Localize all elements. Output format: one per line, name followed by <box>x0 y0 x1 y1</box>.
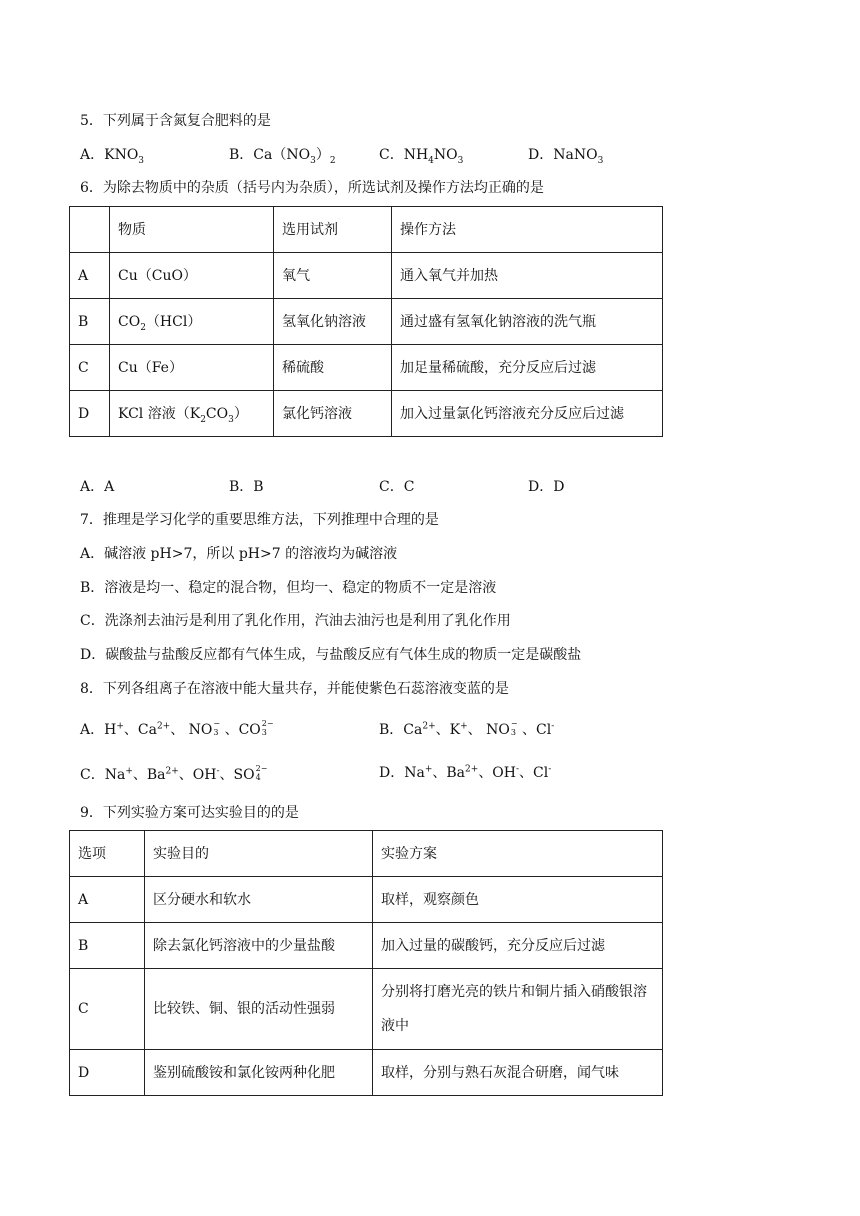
table-cell: KCl 溶液$(K_2CO_3)$ <box>110 391 274 437</box>
q5-option-c: C．$NH_4NO_3$ <box>379 147 464 166</box>
table-cell: 氯化钙溶液 <box>274 391 392 437</box>
table-cell: 物质 <box>110 207 274 253</box>
table-cell: 除去氯化钙溶液中的少量盐酸 <box>145 923 373 969</box>
q7-option-d: D．碳酸盐与盐酸反应都有气体生成，与盐酸反应有气体生成的物质一定是碳酸盐 <box>80 647 582 663</box>
table-row <box>70 877 663 923</box>
q8-option-b: B．$Ca^{2+}$、K+、 NO − 3 、Cl- <box>379 719 555 738</box>
table-cell: 加入过量的碳酸钙，充分反应后过滤 <box>373 923 663 969</box>
table-row <box>70 253 663 299</box>
table-cell: 氧气 <box>274 253 392 299</box>
table-row <box>70 299 663 345</box>
q7-option-a: A．碱溶液 pH>7，所以 pH>7 的溶液均为碱溶液 <box>80 546 398 562</box>
table-cell: D <box>70 391 110 437</box>
table-cell: C <box>70 969 145 1050</box>
table-cell: 通入氧气并加热 <box>392 253 663 299</box>
table-cell: 分别将打磨光亮的铁片和铜片插入硝酸银溶液中 <box>373 969 663 1050</box>
q7-stem: 7．推理是学习化学的重要思维方法，下列推理中合理的是 <box>80 512 439 528</box>
q7-option-c: C．洗涤剂去油污是利用了乳化作用，汽油去油污也是利用了乳化作用 <box>80 613 511 629</box>
table-cell: Cu（CuO） <box>110 253 274 299</box>
q5-option-b: B．$Ca(NO_3)_2$ <box>229 147 336 166</box>
table-cell: A <box>70 877 145 923</box>
table-cell: 实验方案 <box>373 831 663 877</box>
table-cell: C <box>70 345 110 391</box>
table-cell: 实验目的 <box>145 831 373 877</box>
q8-option-d: D．Na+、$Ba^{2+}$、OH-、Cl- <box>379 764 552 781</box>
table-cell: 加足量稀硫酸，充分反应后过滤 <box>392 345 663 391</box>
q9-stem: 9．下列实验方案可达实验目的的是 <box>80 805 299 821</box>
q5-option-a: A．$KNO_3$ <box>80 147 145 166</box>
table-row <box>70 345 663 391</box>
table-header-row <box>70 831 663 877</box>
table-cell: 操作方法 <box>392 207 663 253</box>
table-header-row <box>70 207 663 253</box>
q6-option-d: D．D <box>528 479 565 495</box>
table-cell <box>70 207 110 253</box>
table-cell: 氢氧化钠溶液 <box>274 299 392 345</box>
q6-table <box>69 206 663 437</box>
table-cell: 加入过量氯化钙溶液充分反应后过滤 <box>392 391 663 437</box>
table-cell: Cu（Fe） <box>110 345 274 391</box>
table-row <box>70 1050 663 1096</box>
q6-option-c: C．C <box>379 479 415 495</box>
table-cell: 选用试剂 <box>274 207 392 253</box>
q5-option-d: D．NaNO$_3$ <box>528 147 604 166</box>
q6-option-b: B．B <box>229 479 264 495</box>
q5-stem: 5．下列属于含氮复合肥料的是 <box>80 113 271 129</box>
q9-table <box>69 830 663 1096</box>
q8-stem: 8．下列各组离子在溶液中能大量共存，并能使紫色石蕊溶液变蓝的是 <box>80 681 509 697</box>
table-row <box>70 969 663 1050</box>
table-cell: D <box>70 1050 145 1096</box>
table-cell: 取样，观察颜色 <box>373 877 663 923</box>
q6-stem: 6．为除去物质中的杂质（括号内为杂质），所选试剂及操作方法均正确的是 <box>80 180 544 196</box>
table-cell: $CO_2(HCl)$ <box>110 299 274 345</box>
q6-option-a: A．A <box>80 479 115 495</box>
table-cell: 稀硫酸 <box>274 345 392 391</box>
table-cell: 选项 <box>70 831 145 877</box>
q7-option-b: B．溶液是均一、稳定的混合物，但均一、稳定的物质不一定是溶液 <box>80 580 497 596</box>
table-cell: 比较铁、铜、银的活动性强弱 <box>145 969 373 1050</box>
table-cell: 区分硬水和软水 <box>145 877 373 923</box>
table-cell: 通过盛有氢氧化钠溶液的洗气瓶 <box>392 299 663 345</box>
table-row <box>70 923 663 969</box>
table-row <box>70 391 663 437</box>
q8-option-c: C．Na+、$Ba^{2+}$、OH-、SO 2− 4 <box>80 764 268 783</box>
table-cell: 取样，分别与熟石灰混合研磨，闻气味 <box>373 1050 663 1096</box>
q8-option-a: A．H+、$Ca^{2+}$、 NO − 3 、CO 2− 3 <box>80 719 274 738</box>
table-cell: A <box>70 253 110 299</box>
table-cell: 鉴别硫酸铵和氯化铵两种化肥 <box>145 1050 373 1096</box>
table-cell: B <box>70 299 110 345</box>
table-cell: B <box>70 923 145 969</box>
